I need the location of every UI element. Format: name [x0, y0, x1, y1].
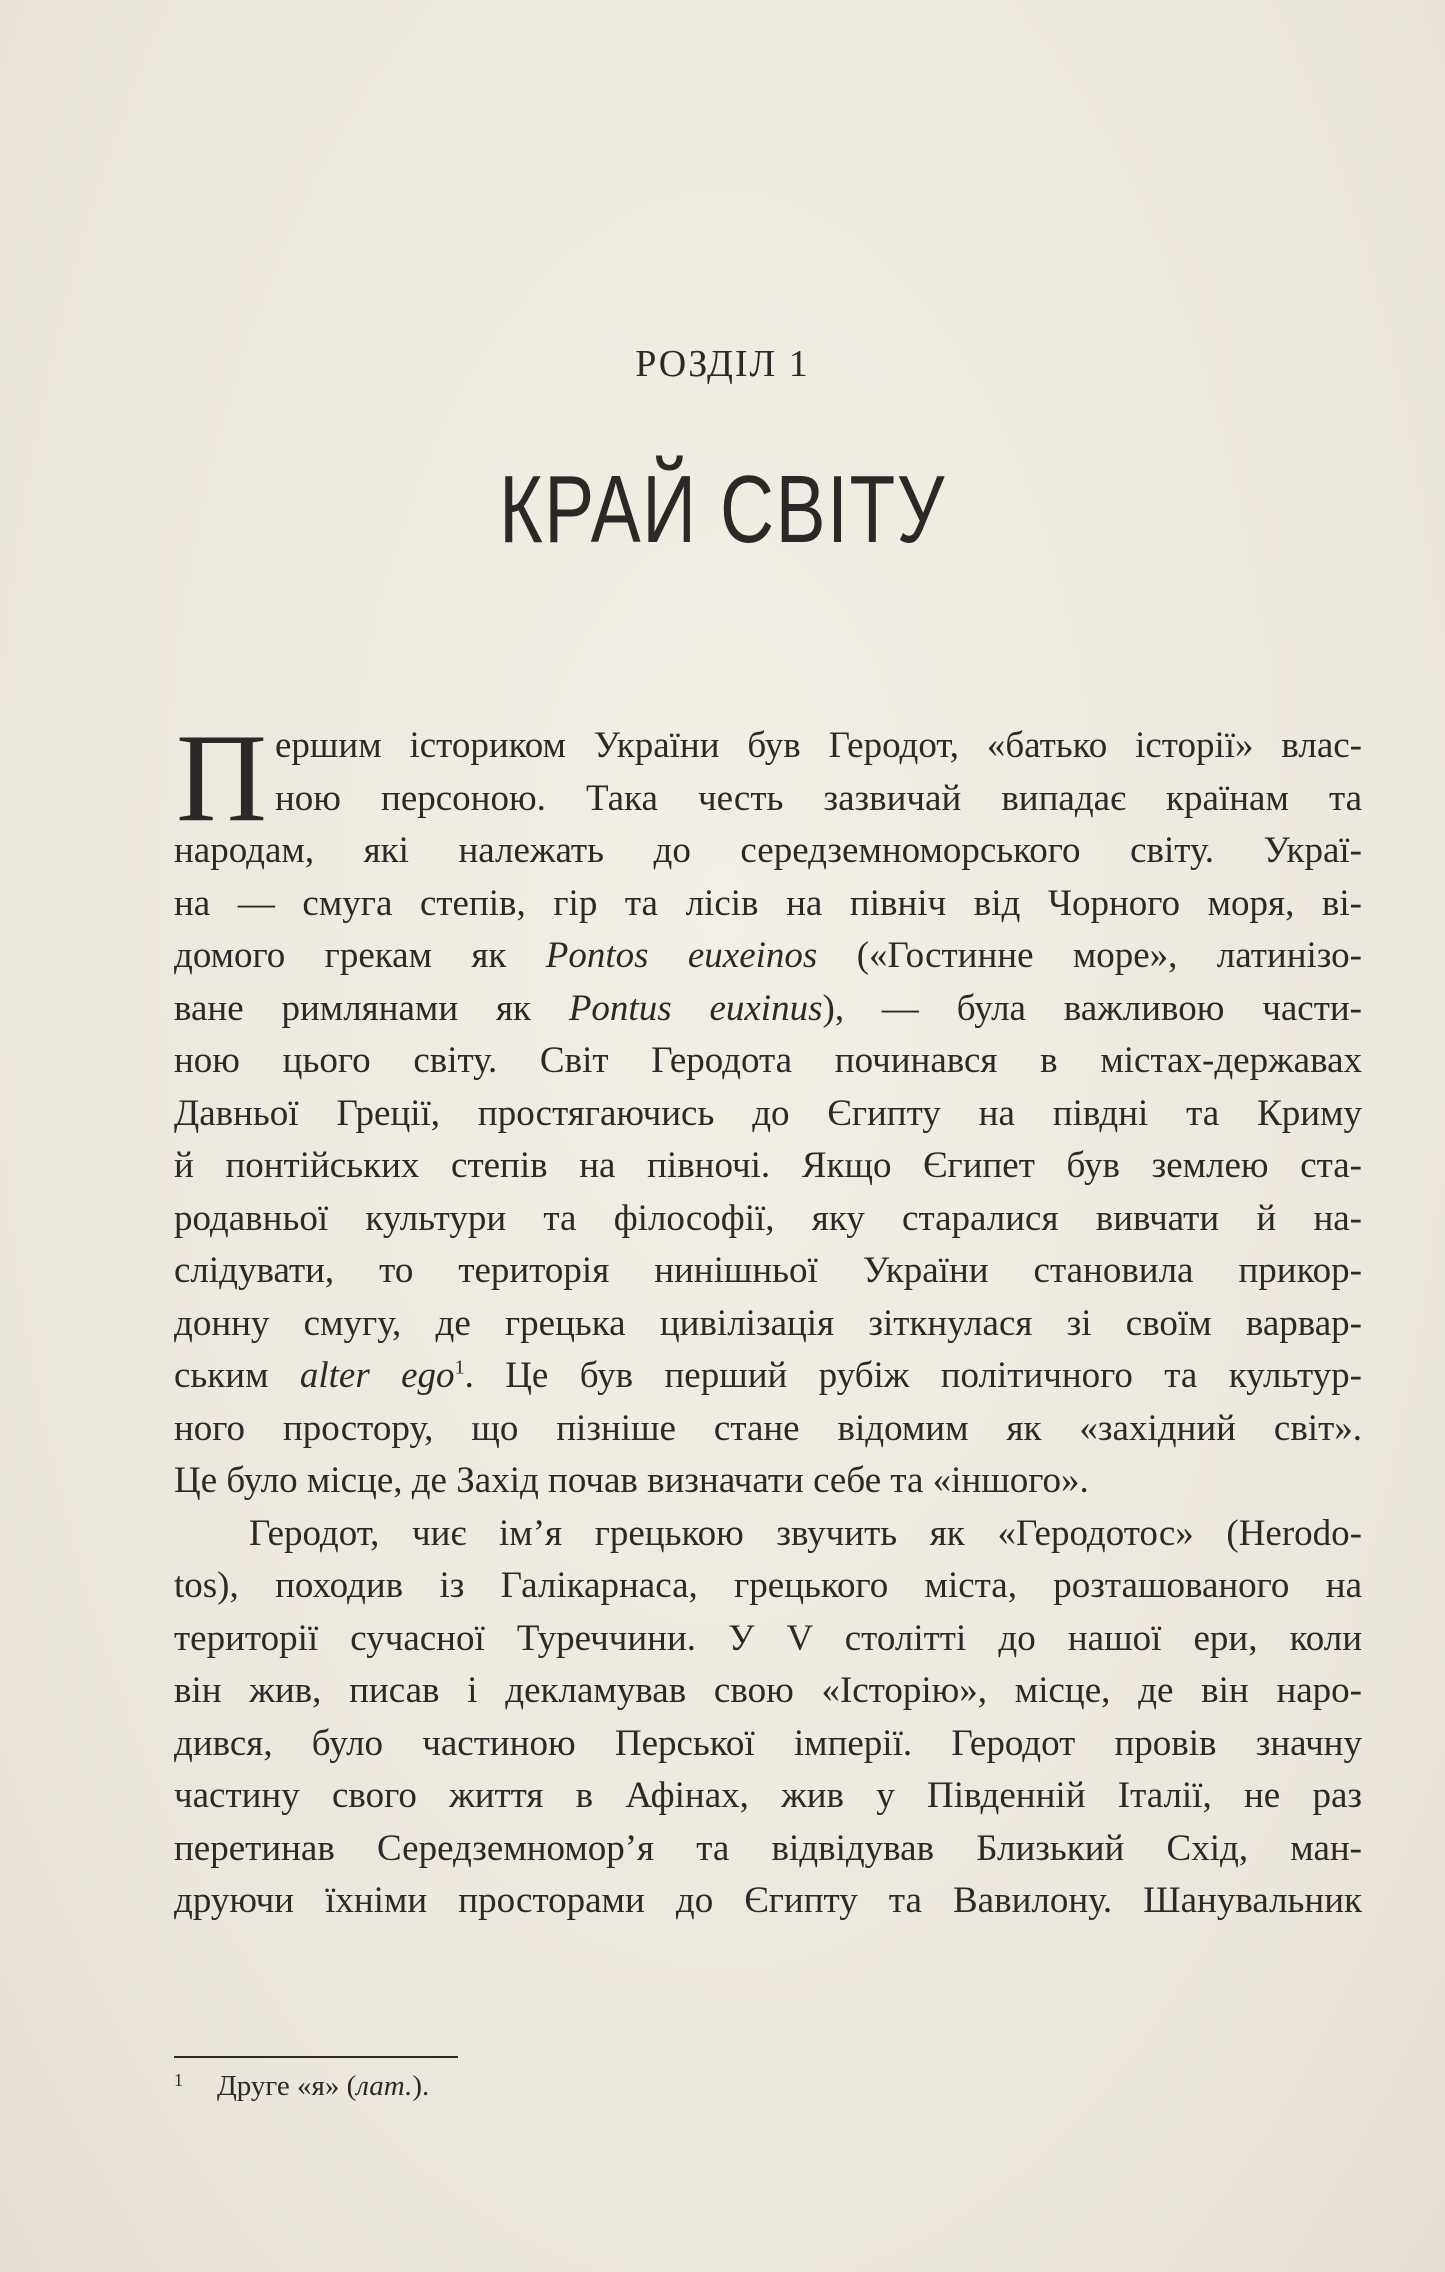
text-line: [174, 1193, 1362, 1246]
drop-cap: П: [176, 709, 267, 848]
text-line: [275, 720, 1362, 773]
footnote: [174, 2070, 429, 2103]
text-line: [174, 878, 1362, 931]
footnote-end: ).: [412, 2070, 430, 2102]
text-run: ною цього світу. Світ Геродота починався в містах-державах: [174, 1040, 1362, 1081]
footnote-ref: 1: [454, 1356, 465, 1379]
text-line: [174, 1875, 1362, 1928]
text-line: [275, 773, 1362, 826]
text-run: домого грекам як: [174, 935, 546, 976]
text-line: [174, 930, 1362, 983]
italic-term: alter ego: [299, 1355, 455, 1396]
text-line: [174, 1560, 1362, 1613]
footnote-number: 1: [174, 2070, 183, 2090]
text-line: [174, 1088, 1362, 1141]
italic-term: Pontus euxinus: [568, 987, 823, 1029]
text-run: дився, було частиною Перської імперії. Геродот провів значну: [174, 1722, 1362, 1764]
text-line: [174, 1245, 1362, 1298]
text-run: . Це був перший рубіж політичного та культур-: [464, 1355, 1362, 1396]
text-run: Це було місце, де Захід почав визначати себе та «іншого».: [174, 1460, 1089, 1501]
body-text: [174, 720, 1362, 1928]
footnote-italic: лат.: [356, 2070, 413, 2102]
chapter-label: РОЗДІЛ 1: [635, 343, 810, 385]
text-line: [174, 983, 1362, 1036]
text-run: ване римлянами як: [174, 987, 569, 1029]
text-run: ного простору, що пізніше стане відомим як «західний світ».: [174, 1407, 1362, 1449]
text-line: [174, 1455, 1362, 1508]
text-run: ), — була важливою части-: [822, 987, 1362, 1029]
footnote-rule: [174, 2056, 458, 2058]
text-run: Геродот, чиє ім’я грецькою звучить як «Геродотос» (Herodo-: [249, 1512, 1362, 1554]
footnote-text: Друге «я» (: [217, 2070, 357, 2102]
text-line: [174, 1770, 1362, 1823]
text-run: («Гостинне море», латинізо-: [817, 935, 1362, 976]
text-run: tos), походив із Галікарнаса, грецького міста, розташованого на: [174, 1565, 1362, 1606]
text-line: [174, 1665, 1362, 1718]
text-line: [174, 1823, 1362, 1876]
text-line: [174, 825, 1362, 878]
text-run: родавньої культури та філософії, яку старалися вивчати й на-: [174, 1197, 1362, 1239]
text-run: ною персоною. Така честь зазвичай випадає країнам та: [275, 777, 1362, 819]
text-run: ським: [174, 1355, 300, 1396]
text-line: [174, 1140, 1362, 1193]
text-line: [174, 1350, 1362, 1403]
text-line: [174, 1403, 1362, 1456]
text-line: [174, 1298, 1362, 1351]
text-run: донну смугу, де грецька цивілізація зіткнулася зі своїм варвар-: [174, 1302, 1362, 1344]
text-run: Давньої Греції, простягаючись до Єгипту на півдні та Криму: [174, 1092, 1362, 1134]
text-line: [174, 1613, 1362, 1666]
text-line: [249, 1508, 1362, 1561]
chapter-title: КРАЙ СВІТУ: [499, 456, 946, 563]
text-run: друючи їхніми просторами до Єгипту та Вавилону. Шанувальник: [174, 1880, 1362, 1921]
text-run: перетинав Середземномор’я та відвідував Близький Схід, ман-: [174, 1827, 1362, 1869]
italic-term: Pontos euxeinos: [545, 935, 818, 976]
text-run: народам, які належать до середземноморського світу. Украï-: [174, 830, 1362, 871]
text-run: ершим істориком України був Геродот, «батько історії» влас-: [275, 725, 1362, 766]
text-run: на — смуга степів, гір та лісів на північ від Чорного моря, ві-: [174, 882, 1362, 924]
text-run: й понтійських степів на півночі. Якщо Єгипет був землею ста-: [174, 1145, 1362, 1186]
text-line: [174, 1718, 1362, 1771]
text-run: слідувати, то територія нинішньої України становила прикор-: [174, 1250, 1362, 1291]
text-run: він жив, писав і декламував свою «Історію», місце, де він наро-: [174, 1670, 1362, 1711]
text-line: [174, 1035, 1362, 1088]
text-run: території сучасної Туреччини. У V столітті до нашої ери, коли: [174, 1617, 1362, 1659]
text-run: частину свого життя в Афінах, жив у Південній Італії, не раз: [174, 1775, 1362, 1816]
